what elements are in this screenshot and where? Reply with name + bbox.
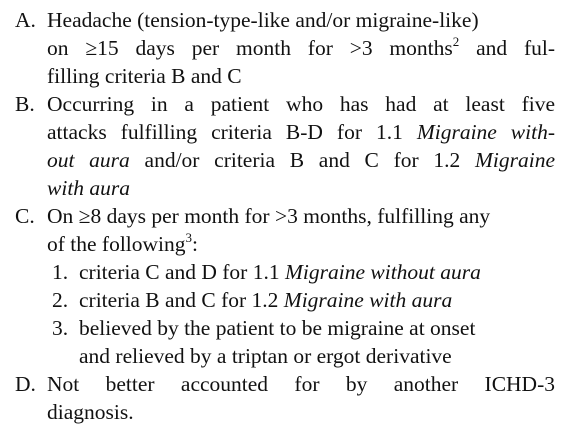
- criterion-a-text-1: Headache (tension-type-like and/or migraine-like): [47, 8, 479, 32]
- criterion-b-text-4: with aura: [47, 176, 131, 200]
- item-2-text: criteria B and C for 1.2 Migraine with aura: [79, 288, 453, 312]
- item-1-text: criteria C and D for 1.1 Migraine without aura: [79, 260, 481, 284]
- criterion-b-text-2: attacks fulfilling criteria B-D for 1.1 Migraine with-: [47, 120, 555, 144]
- item-3-text-2: and relieved by a triptan or ergot derivative: [79, 344, 452, 368]
- item-2-number: 2.: [52, 288, 69, 312]
- footnote-2: 2: [452, 34, 460, 49]
- item-1-number: 1.: [52, 260, 69, 284]
- criterion-b-text-3: out aura and/or criteria B and C for 1.2 Migraine: [47, 148, 555, 172]
- criterion-b-text-1: Occurring in a patient who has had at least five: [47, 92, 555, 116]
- criterion-a-text-2: on ≥15 days per month for >3 months$^2$ and ful-: [47, 34, 555, 60]
- criterion-a-label: A.: [15, 8, 36, 32]
- criterion-d-label: D.: [15, 372, 36, 396]
- footnote-3: 3: [185, 230, 193, 245]
- criterion-d-text-2: diagnosis.: [47, 400, 134, 424]
- criterion-c-text-1: On ≥8 days per month for >3 months, fulfilling any: [47, 204, 491, 228]
- item-3-text-1: believed by the patient to be migraine at onset: [79, 316, 476, 340]
- criterion-d-text-1: Not better accounted for by another ICHD-3: [47, 372, 555, 396]
- criterion-c-text-2: of the following$^3$:: [47, 230, 199, 256]
- criterion-c-label: C.: [15, 204, 35, 228]
- criterion-b-label: B.: [15, 92, 35, 116]
- item-3-number: 3.: [52, 316, 69, 340]
- criterion-a-text-3: filling criteria B and C: [47, 64, 242, 88]
